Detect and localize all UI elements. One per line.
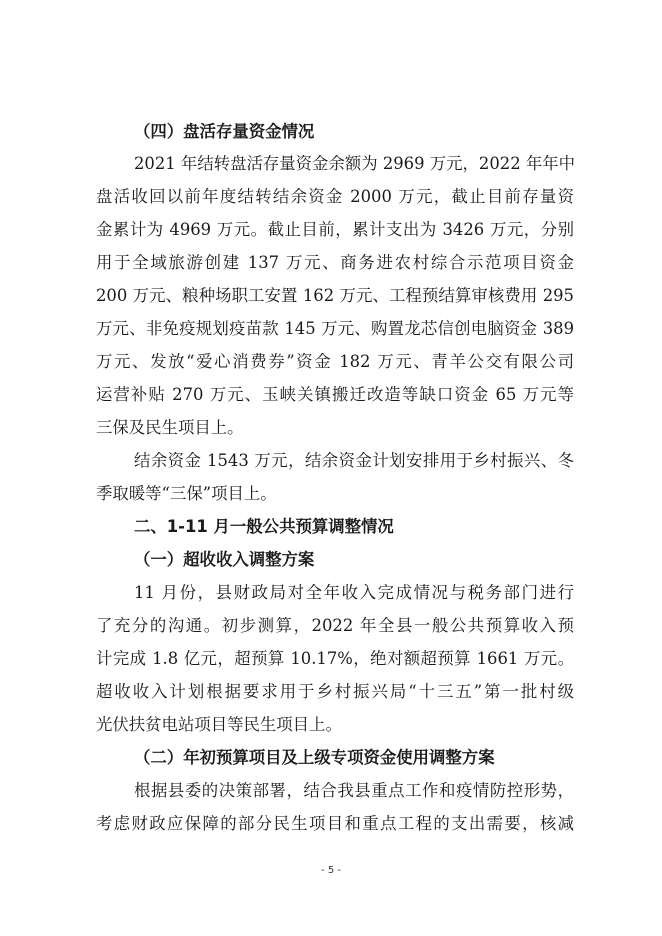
paragraph-line: 用于全域旅游创建 137 万元、商务进农村综合示范项目资金 <box>96 253 574 272</box>
paragraph-line: 结余资金 1543 万元，结余资金计划安排用于乡村振兴、冬 <box>134 451 574 470</box>
subsection-heading-special-funds: （二）年初预算项目及上级专项资金使用调整方案 <box>134 748 495 767</box>
paragraph-line: 了充分的沟通。初步测算，2022 年全县一般公共预算收入预 <box>96 616 574 635</box>
paragraph-line: 计完成 1.8 亿元，超预算 10.17%，绝对额超预算 1661 万元。 <box>96 649 574 668</box>
paragraph-line: 11 月份，县财政局对全年收入完成情况与税务部门进行 <box>134 583 574 602</box>
paragraph-line: 超收收入计划根据要求用于乡村振兴局“十三五”第一批村级 <box>96 682 574 701</box>
section-heading-budget-adjustment: 二、1-11 月一般公共预算调整情况 <box>134 517 394 536</box>
paragraph-line: 200 万元、粮种场职工安置 162 万元、工程预结算审核费用 295 <box>96 286 574 305</box>
paragraph-line: 根据县委的决策部署，结合我县重点工作和疫情防控形势， <box>134 781 574 800</box>
paragraph-line: 季取暖等“三保”项目上。 <box>96 484 277 503</box>
paragraph-line: 三保及民生项目上。 <box>96 418 244 437</box>
paragraph-line: 金累计为 4969 万元。截止目前，累计支出为 3426 万元，分别 <box>96 220 574 239</box>
paragraph-line: 光伏扶贫电站项目等民生项目上。 <box>96 715 342 734</box>
paragraph-line: 盘活收回以前年度结转结余资金 2000 万元，截止目前存量资 <box>96 187 574 206</box>
paragraph-line: 考虑财政应保障的部分民生项目和重点工程的支出需要，核减 <box>96 814 574 833</box>
subsection-heading-excess-revenue: （一）超收收入调整方案 <box>134 550 315 569</box>
page-number: - 5 - <box>321 865 341 876</box>
paragraph-line: 运营补贴 270 万元、玉峡关镇搬迁改造等缺口资金 65 万元等 <box>96 385 574 404</box>
paragraph-line: 万元、非免疫规划疫苗款 145 万元、购置龙芯信创电脑资金 389 <box>96 319 574 338</box>
paragraph-line: 万元、发放“爱心消费券”资金 182 万元、青羊公交有限公司 <box>96 352 574 371</box>
section-heading-stock-funds: （四）盘活存量资金情况 <box>134 122 315 141</box>
paragraph-line: 2021 年结转盘活存量资金余额为 2969 万元，2022 年年中 <box>134 154 576 173</box>
